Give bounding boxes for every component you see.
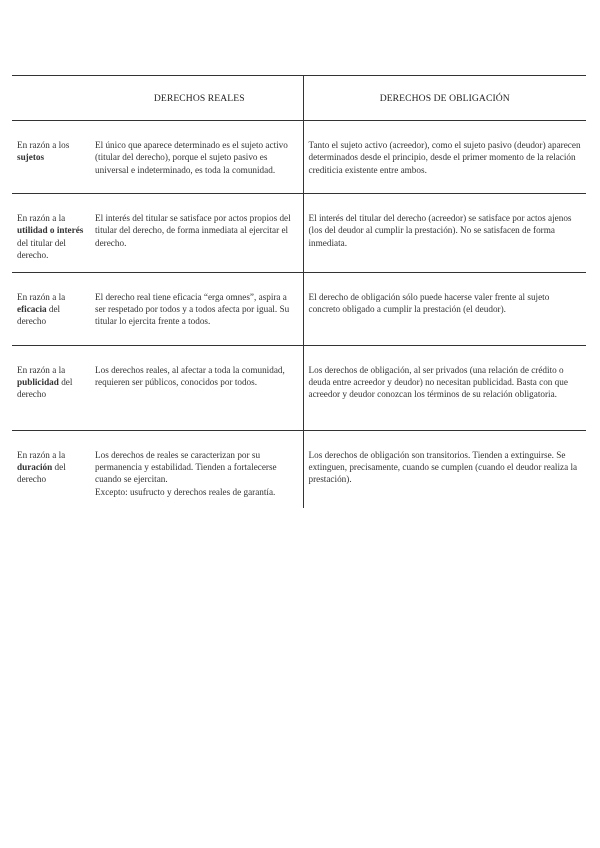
- obligation-rights-cell: Los derechos de obligación, al ser privados (una relación de crédito o deuda entre acreedor y deudor) no necesitan publicidad. Basta con que acreedor y deudor conozcan los términos de su relación obligatoria.: [303, 345, 586, 430]
- criterion-suffix: del titular del derecho.: [17, 237, 66, 261]
- real-rights-cell: El único que aparece determinado es el sujeto activo (titular del derecho), porque el sujeto pasivo es universal e indeterminado, es toda la comunidad.: [90, 121, 303, 194]
- criterion-keyword: utilidad o interés: [17, 225, 84, 236]
- header-derechos-reales: DERECHOS REALES: [153, 92, 245, 104]
- criterion-keyword: eficacia: [17, 304, 47, 315]
- criterion-prefix: En razón a la: [17, 291, 66, 302]
- criterion-suffix: del derecho: [17, 462, 66, 485]
- real-rights-text: Los derechos de reales se caracterizan por su permanencia y estabilidad. Tienden a fortalecerse cuando se ejercitan.: [95, 449, 277, 485]
- table-row: [12, 121, 586, 194]
- real-rights-exception-note: Excepto: usufructo y derechos reales de garantía.: [95, 486, 276, 497]
- table-row: [12, 272, 586, 345]
- criterion-keyword: duración: [17, 462, 53, 473]
- criterion-suffix: del derecho: [17, 304, 61, 327]
- criterion-cell: [12, 194, 90, 273]
- header-criterion: [12, 76, 90, 121]
- real-rights-cell: El interés del titular se satisface por actos propios del titular del derecho, de forma inmediata al ejercitar el derecho.: [90, 194, 303, 273]
- table-header-row: [12, 76, 586, 121]
- criterion-cell: [12, 272, 90, 345]
- criterion-prefix: En razón a la: [17, 449, 66, 460]
- table-row: [12, 345, 586, 430]
- criterion-prefix: En razón a los: [17, 140, 70, 150]
- table-row: [12, 430, 586, 508]
- criterion-cell: [12, 430, 90, 508]
- criterion-prefix: En razón a la: [17, 364, 66, 375]
- obligation-rights-cell: El interés del titular del derecho (acreedor) se satisface por actos ajenos (los del deudor al cumplir la prestación). No se satisfacen de forma inmediata.: [303, 194, 586, 273]
- real-rights-cell: [90, 430, 303, 508]
- table-row: [12, 194, 586, 273]
- criterion-prefix: En razón a la: [17, 213, 66, 223]
- criterion-cell: [12, 121, 90, 194]
- real-rights-cell: Los derechos reales, al afectar a toda la comunidad, requieren ser públicos, conocidos por todos.: [90, 345, 303, 430]
- obligation-rights-cell: El derecho de obligación sólo puede hacerse valer frente al sujeto concreto obligado a cumplir la prestación (el deudor).: [303, 272, 586, 345]
- comparison-table: [12, 75, 586, 508]
- criterion-keyword: sujetos: [17, 152, 45, 163]
- obligation-rights-cell: Los derechos de obligación son transitorios. Tienden a extinguirse. Se extinguen, precisamente, cuando se cumplen (cuando el deudor realiza la prestación).: [303, 430, 586, 508]
- criterion-cell: [12, 345, 90, 430]
- criterion-keyword: publicidad: [17, 377, 59, 388]
- real-rights-cell: El derecho real tiene eficacia “erga omnes”, aspira a ser respetado por todos y a todos afecta por igual. Su titular lo ejercita frente a todos.: [90, 272, 303, 345]
- criterion-suffix: del derecho: [17, 377, 73, 400]
- obligation-rights-cell: Tanto el sujeto activo (acreedor), como el sujeto pasivo (deudor) aparecen determinados desde el principio, desde el primer momento de la relación crediticia existente entre ambos.: [303, 121, 586, 194]
- header-derechos-obligacion: DERECHOS DE OBLIGACIÓN: [303, 76, 586, 121]
